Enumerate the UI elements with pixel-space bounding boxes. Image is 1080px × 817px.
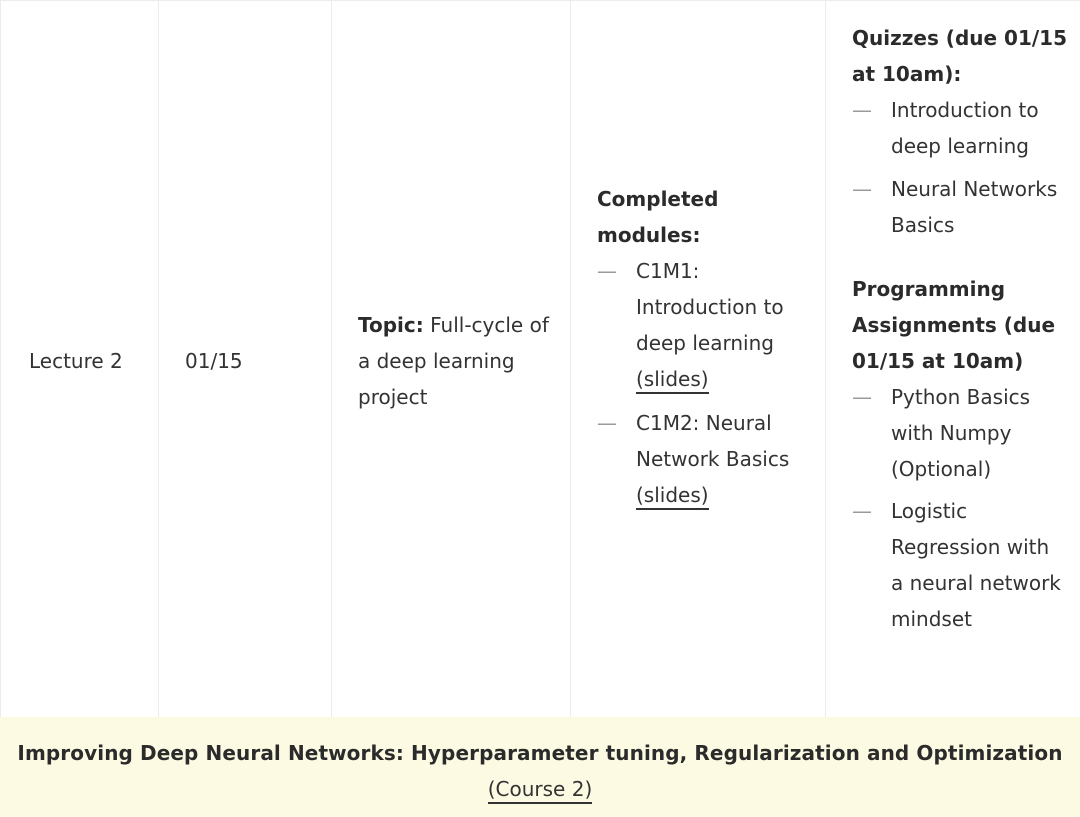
- dash-marker: —: [852, 385, 872, 409]
- list-item: [597, 253, 807, 397]
- lecture-cell: [0, 1, 158, 718]
- dash-marker: —: [597, 411, 617, 435]
- completed-modules-block: [597, 181, 807, 513]
- dash-marker: —: [852, 177, 872, 201]
- module-title: C1M1: Introduction to deep learning: [636, 259, 784, 355]
- quizzes-heading: Quizzes (due 01/15 at 10am):: [852, 26, 1067, 86]
- list-item: [852, 493, 1067, 637]
- lecture-date: 01/15: [185, 349, 243, 373]
- list-item: [852, 379, 1067, 487]
- list-item: [852, 171, 1067, 243]
- course-link-line: [0, 771, 1080, 807]
- assignments-heading: Programming Assignments (due 01/15 at 10am): [852, 277, 1056, 373]
- slides-link[interactable]: (slides): [636, 483, 709, 510]
- quizzes-block: [852, 20, 1067, 243]
- assignment-title: Python Basics with Numpy (Optional): [891, 385, 1031, 481]
- slides-link[interactable]: (slides): [636, 367, 709, 394]
- assignment-title: Logistic Regression with a neural network mindset: [891, 499, 1061, 631]
- dash-marker: —: [852, 98, 872, 122]
- lecture-label: Lecture 2: [29, 349, 123, 373]
- course-section-banner: [0, 717, 1080, 817]
- course-link[interactable]: (Course 2): [488, 777, 593, 804]
- dash-marker: —: [597, 259, 617, 283]
- topic-label: Topic:: [358, 313, 424, 337]
- course-section-title: Improving Deep Neural Networks: Hyperparameter tuning, Regularization and Optimization: [17, 741, 1063, 765]
- assessments-cell: [825, 1, 1080, 718]
- list-item: [852, 92, 1067, 164]
- topic-text-block: [358, 307, 558, 415]
- quiz-title: Neural Networks Basics: [891, 177, 1058, 237]
- quizzes-list: [852, 92, 1067, 243]
- topic-text: Full-cycle of a deep learning project: [358, 313, 549, 409]
- date-cell: [158, 1, 331, 718]
- dash-marker: —: [852, 499, 872, 523]
- quiz-title: Introduction to deep learning: [891, 98, 1039, 158]
- list-item: [597, 405, 807, 513]
- module-title: C1M2: Neural Network Basics: [636, 411, 790, 471]
- assignments-list: [852, 379, 1067, 637]
- completed-modules-heading: Completed modules:: [597, 187, 719, 247]
- completed-modules-cell: [570, 1, 825, 718]
- topic-cell: [331, 1, 570, 718]
- completed-modules-list: [597, 253, 807, 513]
- assignments-block: [852, 271, 1067, 637]
